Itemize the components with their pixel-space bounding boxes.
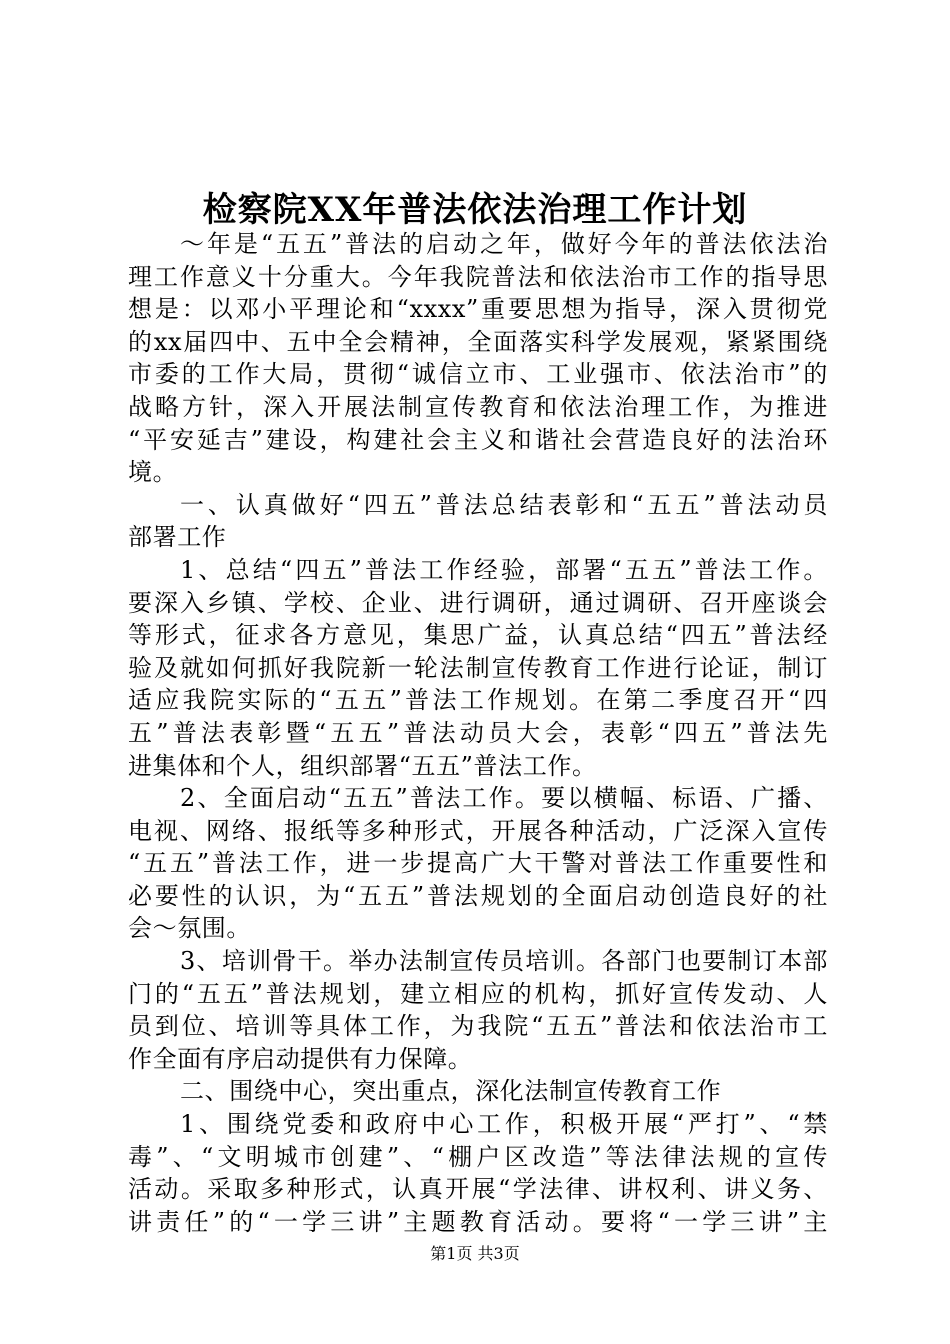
body-line: 想是：以邓小平理论和“xxxx”重要思想为指导，深入贯彻党 xyxy=(128,295,828,324)
body-line: 员到位、培训等具体工作，为我院“五五”普法和依法治市工 xyxy=(128,1012,828,1041)
body-line: 理工作意义十分重大。今年我院普法和依法治市工作的指导思 xyxy=(128,262,828,291)
body-line: 讲责任”的“一学三讲”主题教育活动。要将“一学三讲”主 xyxy=(128,1207,828,1236)
body-line: 1、总结“四五”普法工作经验，部署“五五”普法工作。 xyxy=(180,555,828,584)
body-line: 2、全面启动“五五”普法工作。要以横幅、标语、广播、 xyxy=(180,784,828,813)
body-line: 活动。采取多种形式，认真开展“学法律、讲权利、讲义务、 xyxy=(128,1175,828,1204)
page-footer: 第1页 共3页 xyxy=(430,1244,520,1263)
body-line: 战略方针，深入开展法制宣传教育和依法治理工作，为推进 xyxy=(128,392,828,421)
body-line: 适应我院实际的“五五”普法工作规划。在第二季度召开“四 xyxy=(128,686,828,715)
body-line: 的xx届四中、五中全会精神，全面落实科学发展观，紧紧围绕 xyxy=(128,327,828,356)
section-heading-line: 一、认真做好“四五”普法总结表彰和“五五”普法动员 xyxy=(180,490,828,519)
body-line: 毒”、“文明城市创建”、“棚户区改造”等法律法规的宣传 xyxy=(128,1142,828,1171)
body-line: 3、培训骨干。举办法制宣传员培训。各部门也要制订本部 xyxy=(180,947,828,976)
body-line: ～年是“五五”普法的启动之年，做好今年的普法依法治 xyxy=(180,230,828,258)
body-line: 会～氛围。 xyxy=(128,914,251,943)
body-line: 等形式，征求各方意见，集思广益，认真总结“四五”普法经 xyxy=(128,621,828,650)
body-line: 五”普法表彰暨“五五”普法动员大会，表彰“四五”普法先 xyxy=(128,718,828,747)
section-heading-line: 二、围绕中心，突出重点，深化法制宣传教育工作 xyxy=(180,1077,722,1106)
body-line: 验及就如何抓好我院新一轮法制宣传教育工作进行论证，制订 xyxy=(128,653,828,682)
body-line: “五五”普法工作，进一步提高广大干警对普法工作重要性和 xyxy=(128,849,828,878)
body-line: 1、围绕党委和政府中心工作，积极开展“严打”、“禁 xyxy=(180,1110,828,1139)
document-body xyxy=(128,228,828,1238)
body-line: 要深入乡镇、学校、企业、进行调研，通过调研、召开座谈会 xyxy=(128,588,828,617)
body-line: 必要性的认识，为“五五”普法规划的全面启动创造良好的社 xyxy=(128,881,828,910)
document-title: 检察院XX年普法依法治理工作计划 xyxy=(202,190,748,230)
body-line: 境。 xyxy=(128,458,178,487)
body-line: 电视、网络、报纸等多种形式，开展各种活动，广泛深入宣传 xyxy=(128,816,828,845)
body-line: 作全面有序启动提供有力保障。 xyxy=(128,1044,473,1073)
body-line: 进集体和个人，组织部署“五五”普法工作。 xyxy=(128,751,597,780)
section-heading-line: 部署工作 xyxy=(128,523,227,552)
body-line: “平安延吉”建设，构建社会主义和谐社会营造良好的法治环 xyxy=(128,425,828,454)
body-line: 门的“五五”普法规划，建立相应的机构，抓好宣传发动、人 xyxy=(128,979,828,1008)
body-line: 市委的工作大局，贯彻“诚信立市、工业强市、依法治市”的 xyxy=(128,360,828,389)
